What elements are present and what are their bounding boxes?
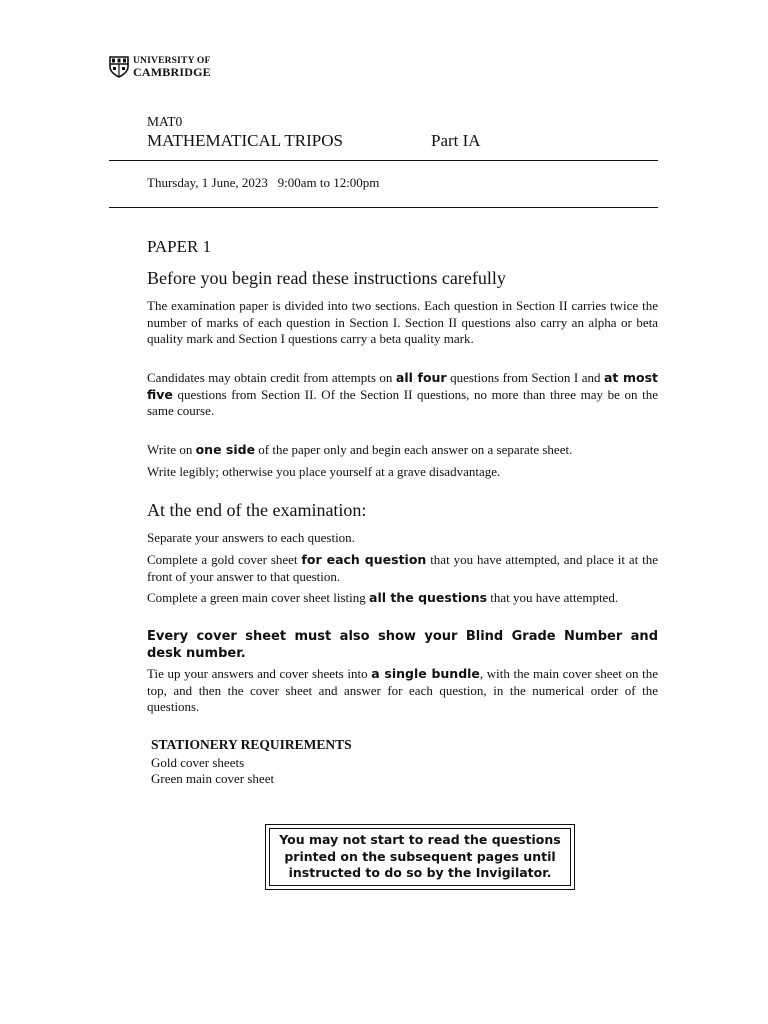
paper-number: PAPER 1 (147, 237, 212, 256)
text-span: Write on (147, 442, 196, 457)
stationery-item: Green main cover sheet (151, 771, 275, 786)
exam-part: Part IA (431, 131, 481, 150)
text-span: that you have attempted. (487, 590, 619, 605)
logo-line-2: CAMBRIDGE (133, 65, 211, 79)
text-span: of the paper only and begin each answer on a separate sheet. (255, 442, 573, 457)
exam-title: MATHEMATICAL TRIPOS (147, 131, 343, 150)
paper-code: MAT0 (147, 114, 183, 129)
stationery-item: Gold cover sheets (151, 755, 245, 770)
instructions-paragraph-4: Write legibly; otherwise you place yourself at a grave disadvantage. (147, 464, 501, 479)
end-paragraph-3 (147, 590, 658, 607)
invigilator-notice: You may not start to read the questions printed on the subsequent pages until instructed to do so by the Invigilator. (269, 828, 571, 886)
cambridge-shield-icon (109, 56, 129, 78)
stationery-title: STATIONERY REQUIREMENTS (151, 737, 352, 752)
emphasis: at most five (147, 370, 658, 402)
exam-time: 9:00am to 12:00pm (277, 175, 380, 190)
text-span: Complete a green main cover sheet listing (147, 590, 370, 605)
instructions-paragraph-3 (147, 442, 658, 459)
instructions-paragraph-1: The examination paper is divided into two sections. Each question in Section II carries twice the number of marks of each question in Section I. Section II questions also carry an alpha or beta quality mark and Section I questions carry a beta quality mark. (147, 298, 658, 346)
divider-top (109, 160, 658, 161)
end-paragraph-1: Separate your answers to each question. (147, 530, 355, 545)
text-span: questions from Section I and (446, 370, 604, 385)
text-span: questions from Section II. Of the Section II questions, no more than three may be on the same course. (147, 386, 658, 418)
text-span: Candidates may obtain credit from attempts on (147, 370, 396, 385)
end-paragraph-5 (147, 666, 658, 716)
end-paragraph-4: Every cover sheet must also show your Blind Grade Number and desk number. (147, 629, 658, 661)
instructions-paragraph-2 (147, 370, 658, 420)
emphasis: a single bundle (371, 666, 480, 681)
exam-date: Thursday, 1 June, 2023 (147, 175, 268, 190)
university-logo (109, 56, 211, 78)
emphasis: one side (195, 442, 256, 457)
text-span: , with the main cover sheet on the top, and then the cover sheet and answer for each question, in the numerical order of the questions. (147, 666, 658, 714)
exam-date-line (147, 175, 379, 191)
invigilator-notice-box (265, 824, 575, 890)
emphasis: all the questions (369, 590, 488, 605)
emphasis: all four (395, 370, 447, 385)
emphasis: for each question (301, 552, 427, 567)
instructions-heading: Before you begin read these instructions carefully (147, 268, 506, 288)
text-span: that you have attempted, and place it at the front of your answer to that question. (147, 552, 658, 584)
text-span: Complete a gold cover sheet (147, 552, 302, 567)
logo-line-1: UNIVERSITY OF (133, 56, 211, 66)
text-span: Tie up your answers and cover sheets into (147, 666, 372, 681)
end-paragraph-2 (147, 552, 658, 585)
divider-bottom (109, 207, 658, 208)
end-heading: At the end of the examination: (147, 500, 367, 520)
